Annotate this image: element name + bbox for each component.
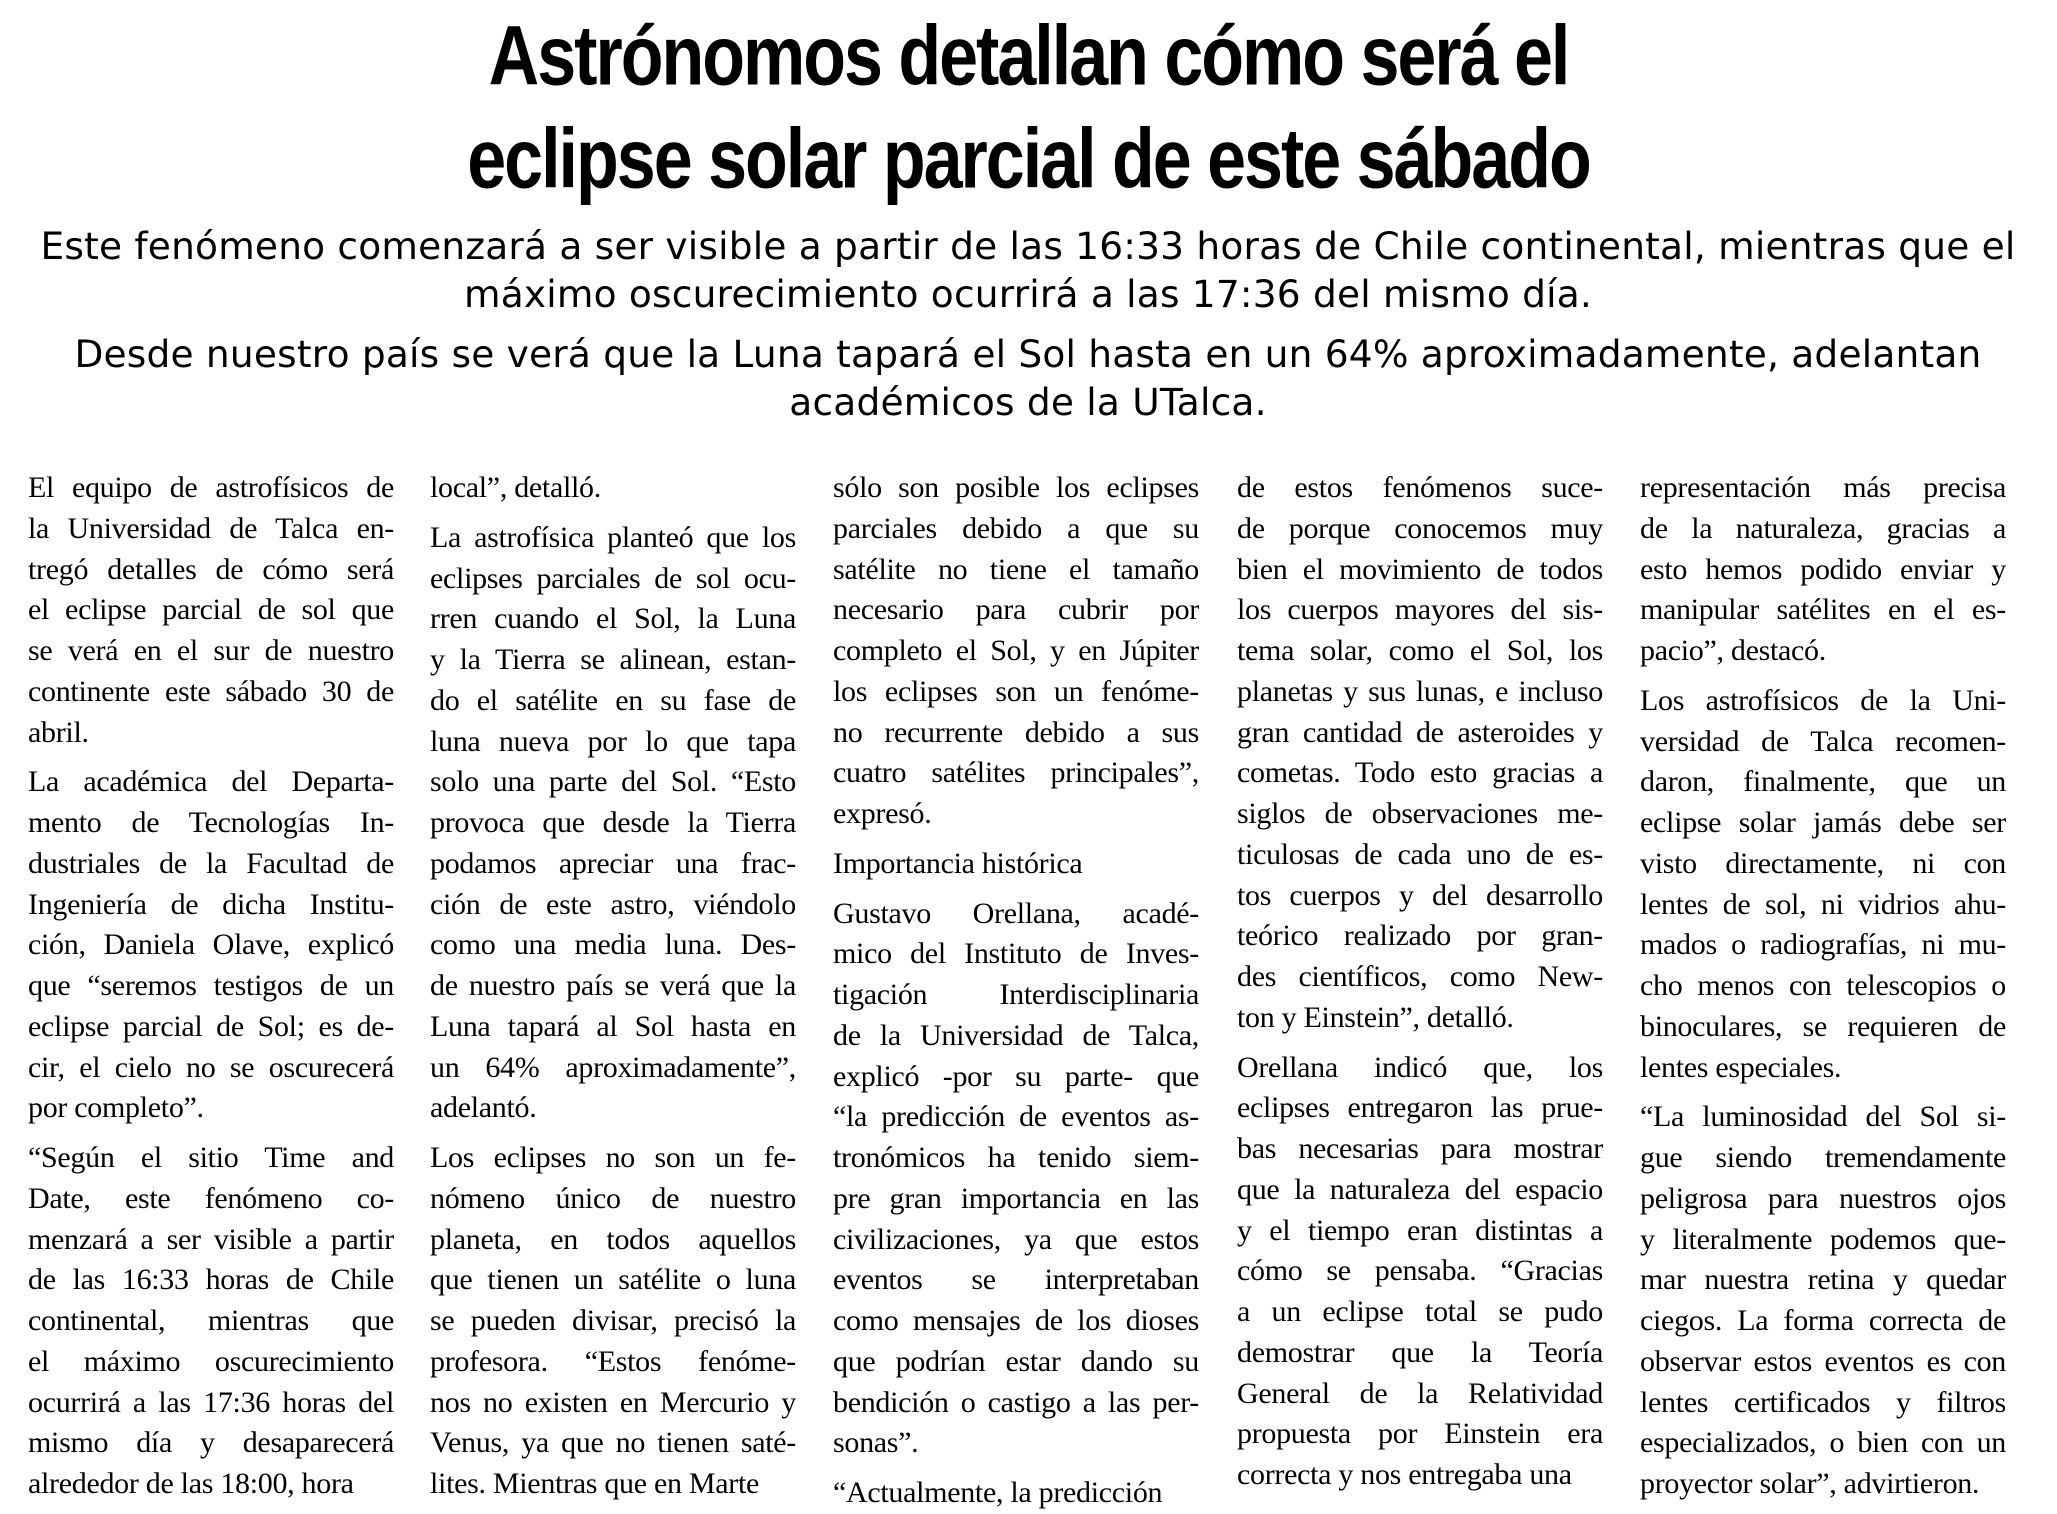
text-line: de la naturaleza, gracias a	[1640, 511, 2006, 545]
text-line: menzará a ser visible a partir	[28, 1222, 394, 1256]
text-line: Venus, ya que no tienen saté-	[430, 1426, 796, 1460]
headline	[0, 4, 2057, 210]
text-line: completo el Sol, y en Júpiter	[833, 634, 1199, 667]
text-line: civilizaciones, ya que estos	[833, 1222, 1199, 1256]
text-line: eclipse solar jamás debe ser	[1640, 806, 2006, 839]
text-line: especializados, o bien con un	[1640, 1426, 2006, 1460]
text-line: planetas y sus lunas, e incluso	[1237, 674, 1603, 708]
text-line: tregó detalles de cómo será	[28, 552, 394, 586]
text-line: observar estos eventos es con	[1640, 1344, 2006, 1378]
headline-line: Astrónomos detallan cómo será el	[488, 8, 1569, 103]
text-line: de las 16:33 horas de Chile	[28, 1263, 394, 1297]
text-line: mar nuestra retina y quedar	[1640, 1263, 2006, 1297]
text-line: teórico realizado por gran-	[1237, 919, 1603, 953]
text-line: un 64% aproximadamente”,	[430, 1050, 796, 1084]
text-line: se verá en el sur de nuestro	[28, 634, 394, 667]
text-line: esto hemos podido enviar y	[1640, 552, 2006, 586]
text-line: El equipo de astrofísicos de	[28, 471, 394, 504]
text-line: expresó.	[833, 797, 932, 830]
text-line: tos cuerpos y del desarrollo	[1237, 878, 1603, 912]
text-line: mico del Instituto de Inves-	[833, 937, 1199, 971]
deck-line: académicos de la UTalca.	[789, 380, 1267, 424]
paragraph-gap	[28, 1129, 394, 1138]
text-line: cómo se pensaba. “Gracias	[1237, 1254, 1603, 1288]
text-line: como una media luna. Des-	[430, 928, 796, 962]
text-line: luna nueva por lo que tapa	[430, 724, 796, 758]
text-line: el eclipse parcial de sol que	[28, 593, 394, 627]
text-line: La astrofísica planteó que los	[430, 520, 796, 554]
text-line: local”, detalló.	[430, 471, 601, 504]
text-line: Ingeniería de dicha Institu-	[28, 887, 394, 921]
text-line: lentes especiales.	[1640, 1050, 1842, 1084]
text-line: Gustavo Orellana, acadé-	[833, 896, 1199, 930]
text-line: ciegos. La forma correcta de	[1640, 1304, 2006, 1337]
text-line: y literalmente podemos que-	[1640, 1222, 2006, 1256]
text-line: manipular satélites en el es-	[1640, 593, 2006, 627]
text-line: demostrar que la Teoría	[1237, 1335, 1603, 1369]
text-line: ción de este astro, viéndolo	[430, 887, 796, 921]
text-line: mismo día y desaparecerá	[28, 1426, 394, 1460]
headline-line: eclipse solar parcial de este sábado	[467, 112, 1590, 206]
text-line: versidad de Talca recomen-	[1640, 724, 2006, 758]
text-line: provoca que desde la Tierra	[430, 806, 796, 839]
text-line: ton y Einstein”, detalló.	[1237, 1000, 1514, 1034]
text-line: cir, el cielo no se oscurecerá	[28, 1050, 394, 1084]
text-line: a un eclipse total se pudo	[1237, 1295, 1603, 1328]
text-line: satélite no tiene el tamaño	[833, 552, 1199, 586]
text-line: mento de Tecnologías In-	[28, 806, 394, 839]
text-line: eclipses entregaron las prue-	[1237, 1091, 1603, 1125]
text-line: bien el movimiento de todos	[1237, 552, 1603, 586]
text-line: que la naturaleza del espacio	[1237, 1172, 1603, 1206]
text-line: rren cuando el Sol, la Luna	[430, 602, 796, 636]
article-column-1	[28, 468, 394, 1500]
text-line: des científicos, como New-	[1237, 960, 1603, 993]
text-line: los eclipses son un fenóme-	[833, 674, 1199, 708]
text-line: binoculares, se requieren de	[1640, 1009, 2006, 1043]
article-column-3	[833, 468, 1199, 1509]
text-line: eclipses parciales de sol ocu-	[430, 561, 796, 595]
text-line: General de la Relatividad	[1237, 1376, 1603, 1410]
text-line: siglos de observaciones me-	[1237, 797, 1603, 830]
text-line: parciales debido a que su	[833, 511, 1199, 545]
text-line: ción, Daniela Olave, explicó	[28, 928, 394, 962]
text-line: que podrían estar dando su	[833, 1344, 1199, 1378]
text-line: se pueden divisar, precisó la	[430, 1304, 796, 1337]
text-line: alrededor de las 18:00, hora	[28, 1467, 354, 1500]
text-line: correcta y nos entregaba una	[1237, 1458, 1572, 1491]
text-line: do el satélite en su fase de	[430, 683, 796, 717]
text-line: pacio”, destacó.	[1640, 634, 1826, 667]
text-line: podamos apreciar una frac-	[430, 846, 796, 880]
text-line: ticulosas de cada uno de es-	[1237, 837, 1603, 871]
paragraph-gap	[430, 1129, 796, 1138]
text-line: gue siendo tremendamente	[1640, 1141, 2006, 1174]
text-line: cuatro satélites principales”,	[833, 756, 1199, 790]
deck-paragraph	[28, 222, 2028, 318]
text-line: mados o radiografías, ni mu-	[1640, 928, 2006, 962]
text-line: “La luminosidad del Sol si-	[1640, 1100, 2006, 1134]
text-line: ocurrirá a las 17:36 horas del	[28, 1385, 394, 1419]
text-line: y el tiempo eran distintas a	[1237, 1213, 1603, 1247]
text-line: continente este sábado 30 de	[28, 674, 394, 708]
text-line: adelantó.	[430, 1091, 537, 1125]
text-line: Los astrofísicos de la Uni-	[1640, 683, 2006, 717]
text-line: por completo”.	[28, 1091, 204, 1125]
article-column-4	[1237, 468, 1603, 1490]
text-line: pre gran importancia en las	[833, 1181, 1199, 1215]
text-line: profesora. “Estos fenóme-	[430, 1344, 796, 1378]
text-line: explicó -por su parte- que	[833, 1059, 1199, 1093]
text-line: lites. Mientras que en Marte	[430, 1467, 759, 1500]
paragraph-gap	[833, 835, 1199, 844]
text-line: representación más precisa	[1640, 471, 2006, 504]
text-line: continental, mientras que	[28, 1304, 394, 1337]
paragraph-gap	[1640, 1088, 2006, 1097]
text-line: lentes de sol, ni vidrios ahu-	[1640, 887, 2006, 921]
text-line: bas necesarias para mostrar	[1237, 1132, 1603, 1165]
text-line: “Según el sitio Time and	[28, 1141, 394, 1174]
text-line: peligrosa para nuestros ojos	[1640, 1181, 2006, 1215]
text-line: Los eclipses no son un fe-	[430, 1141, 796, 1174]
paragraph-gap	[430, 509, 796, 518]
text-line: la Universidad de Talca en-	[28, 511, 394, 545]
text-line: eclipse parcial de Sol; es de-	[28, 1009, 394, 1043]
text-line: tigación Interdisciplinaria	[833, 978, 1199, 1011]
article-column-5	[1640, 468, 2006, 1500]
text-line: planeta, en todos aquellos	[430, 1222, 796, 1256]
text-line: Importancia histórica	[833, 846, 1083, 880]
text-line: que tienen un satélite o luna	[430, 1263, 796, 1297]
paragraph-gap	[833, 1464, 1199, 1473]
text-line: y la Tierra se alinean, estan-	[430, 643, 796, 676]
text-line: de la Universidad de Talca,	[833, 1018, 1199, 1052]
text-line: que “seremos testigos de un	[28, 969, 394, 1002]
text-line: abril.	[28, 715, 89, 749]
text-line: dustriales de la Facultad de	[28, 846, 394, 880]
text-line: necesario para cubrir por	[833, 593, 1199, 627]
paragraph-gap	[28, 753, 394, 762]
text-line: Orellana indicó que, los	[1237, 1050, 1603, 1084]
deck-paragraph	[28, 330, 2028, 426]
text-line: daron, finalmente, que un	[1640, 765, 2006, 799]
text-line: de nuestro país se verá que la	[430, 969, 796, 1002]
text-line: gran cantidad de asteroides y	[1237, 715, 1603, 749]
text-line: cho menos con telescopios o	[1640, 969, 2006, 1002]
text-line: el máximo oscurecimiento	[28, 1344, 394, 1378]
text-line: de porque conocemos muy	[1237, 511, 1603, 545]
paragraph-gap	[1640, 672, 2006, 681]
text-line: sólo son posible los eclipses	[833, 471, 1199, 504]
text-line: La académica del Departa-	[28, 765, 394, 799]
text-line: tronómicos ha tenido siem-	[833, 1141, 1199, 1174]
text-line: como mensajes de los dioses	[833, 1304, 1199, 1337]
text-line: nómeno único de nuestro	[430, 1181, 796, 1215]
text-line: “la predicción de eventos as-	[833, 1100, 1199, 1134]
deck-line: Este fenómeno comenzará a ser visible a partir de las 16:33 horas de Chile continental, mientras que el	[40, 224, 2016, 268]
paragraph-gap	[1237, 1039, 1603, 1048]
text-line: Luna tapará al Sol hasta en	[430, 1009, 796, 1043]
text-line: cometas. Todo esto gracias a	[1237, 756, 1603, 790]
text-line: propuesta por Einstein era	[1237, 1417, 1603, 1451]
text-line: visto directamente, ni con	[1640, 846, 2006, 880]
deck-line: Desde nuestro país se verá que la Luna tapará el Sol hasta en un 64% aproximadamente, adelantan	[74, 332, 1982, 376]
text-line: los cuerpos mayores del sis-	[1237, 593, 1603, 627]
text-line: solo una parte del Sol. “Esto	[430, 765, 796, 799]
text-line: no recurrente debido a sus	[833, 715, 1199, 749]
article-column-2	[430, 468, 796, 1500]
text-line: proyector solar”, advirtieron.	[1640, 1467, 1980, 1500]
text-line: bendición o castigo a las per-	[833, 1385, 1199, 1419]
text-line: nos no existen en Mercurio y	[430, 1385, 796, 1419]
deck-line: máximo oscurecimiento ocurrirá a las 17:36 del mismo día.	[463, 272, 1593, 316]
text-line: tema solar, como el Sol, los	[1237, 634, 1603, 667]
text-line: “Actualmente, la predicción	[833, 1476, 1163, 1509]
text-line: de estos fenómenos suce-	[1237, 471, 1603, 504]
text-line: sonas”.	[833, 1426, 919, 1460]
text-line: lentes certificados y filtros	[1640, 1385, 2006, 1419]
text-line: eventos se interpretaban	[833, 1263, 1199, 1297]
text-line: Date, este fenómeno co-	[28, 1181, 394, 1215]
paragraph-gap	[833, 885, 1199, 894]
